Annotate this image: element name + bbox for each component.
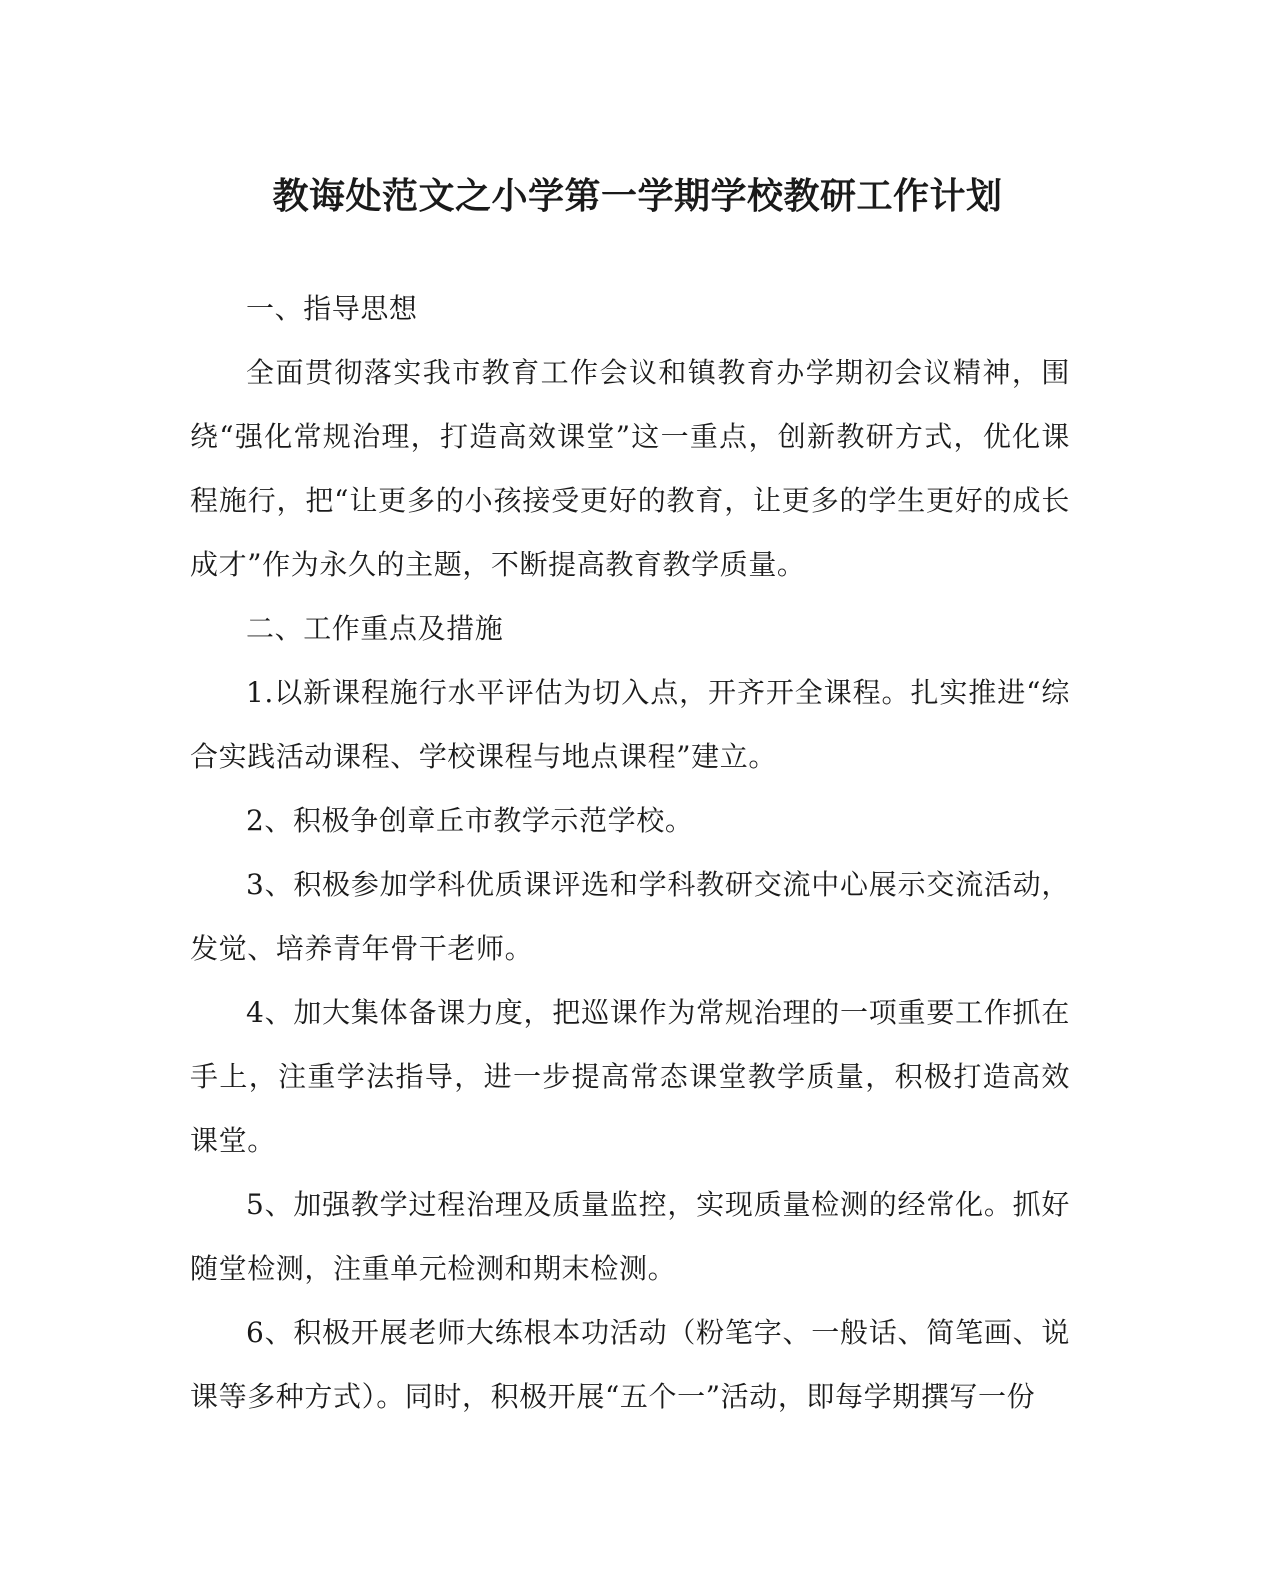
list-item-1: 1.以新课程施行水平评估为切入点，开齐开全课程。扎实推进“综合实践活动课程、学校课程与地点课程”建立。 <box>190 676 1070 773</box>
section-heading-guiding-ideology: 一、指导思想 <box>246 292 418 325</box>
paragraph-guiding-ideology: 全面贯彻落实我市教育工作会议和镇教育办学期初会议精神，围绕“强化常规治理，打造高效课堂”这一重点，创新教研方式，优化课程施行，把“让更多的小孩接受更好的教育，让更多的学生更好的成长成才”作为永久的主题，不断提高教育教学质量。 <box>190 356 1070 581</box>
section-heading-work-focus: 二、工作重点及措施 <box>246 612 504 645</box>
list-item-4: 4、加大集体备课力度，把巡课作为常规治理的一项重要工作抓在手上，注重学法指导，进一步提高常态课堂教学质量，积极打造高效课堂。 <box>190 996 1070 1157</box>
document-title: 教诲处范文之小学第一学期学校教研工作计划 <box>272 175 1003 217</box>
list-item-3: 3、积极参加学科优质课评选和学科教研交流中心展示交流活动，发觉、培养青年骨干老师。 <box>190 868 1070 965</box>
list-item-5: 5、加强教学过程治理及质量监控，实现质量检测的经常化。抓好随堂检测，注重单元检测和期末检测。 <box>190 1188 1070 1285</box>
list-item-6: 6、积极开展老师大练根本功活动（粉笔字、一般话、简笔画、说课等多种方式）。同时，积极开展“五个一”活动，即每学期撰写一份 <box>190 1316 1070 1413</box>
list-item-2: 2、积极争创章丘市教学示范学校。 <box>246 804 694 837</box>
document-body <box>190 277 1070 1429</box>
